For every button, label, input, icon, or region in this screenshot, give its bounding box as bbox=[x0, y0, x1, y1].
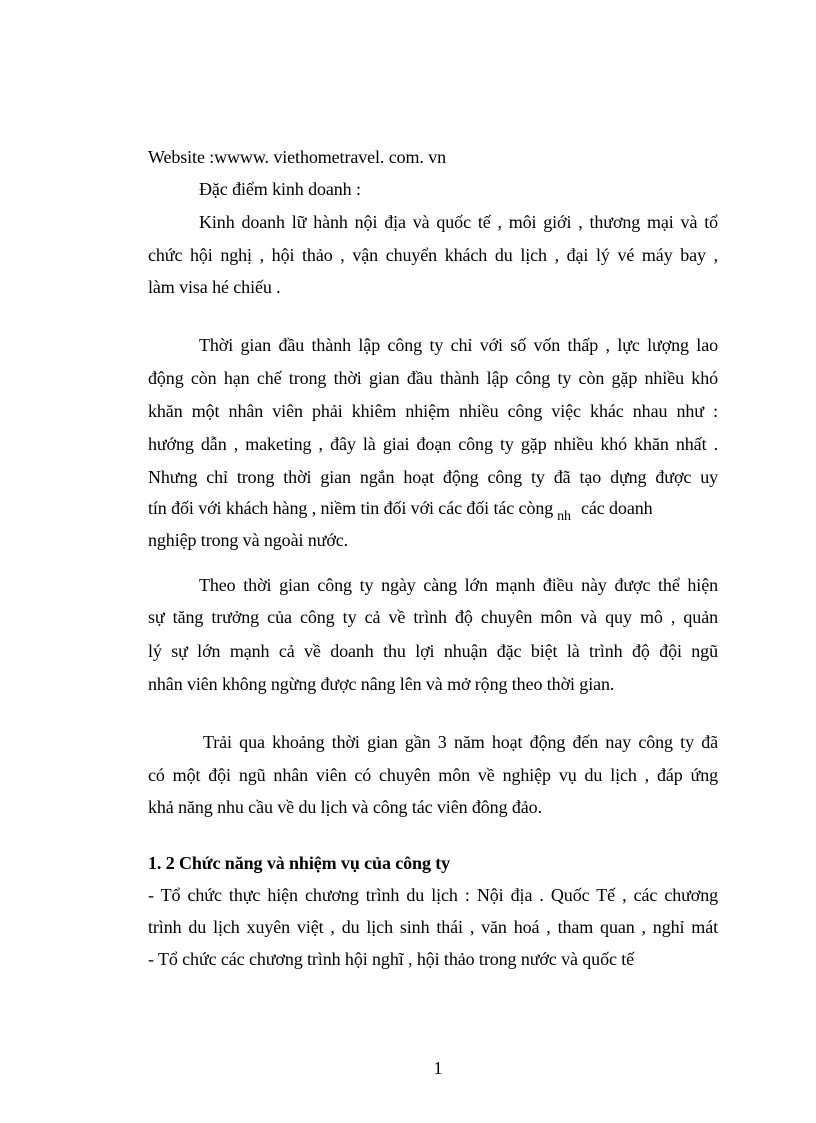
business-line-3: làm visa hé chiếu . bbox=[148, 277, 281, 297]
paragraph1-line-4: hướng dẫn , maketing , đây là giai đoạn công ty gặp nhiều khó khăn nhất . bbox=[148, 434, 718, 454]
paragraph2-line-2: sự tăng trưởng của công ty cả về trình độ chuyên môn và quy mô , quản bbox=[148, 607, 718, 627]
paragraph1-line-5: Nhưng chỉ trong thời gian ngắn hoạt động công ty đã tạo dựng được uy bbox=[148, 467, 718, 487]
paragraph2-line-3: lý sự lớn mạnh cả về doanh thu lợi nhuận đặc biệt là trình độ đội ngũ bbox=[148, 641, 718, 661]
business-line-2: chức hội nghị , hội thảo , vận chuyển khách du lịch , đại lý vé máy bay , bbox=[148, 245, 718, 265]
paragraph1-line-2: động còn hạn chế trong thời gian đầu thành lập công ty còn gặp nhiều khó bbox=[148, 368, 718, 388]
paragraph1-line-6 bbox=[148, 497, 653, 522]
section-line-2: trình du lịch xuyên việt , du lịch sinh thái , văn hoá , tham quan , nghỉ mát bbox=[148, 917, 718, 937]
paragraph3-line-3: khả năng nhu cầu về du lịch và công tác viên đông đảo. bbox=[148, 797, 542, 817]
paragraph2-line-4: nhân viên không ngừng được nâng lên và mở rộng theo thời gian. bbox=[148, 674, 615, 694]
paragraph1-line-3: khăn một nhân viên phải khiêm nhiệm nhiều công việc khác nhau như : bbox=[148, 401, 718, 421]
paragraph1-line-6-sub: nh bbox=[557, 509, 571, 524]
business-heading: Đặc điểm kinh doanh : bbox=[199, 179, 361, 199]
paragraph1-line-6-end: các doanh bbox=[580, 498, 653, 518]
website-line: Website :wwww. viethometravel. com. vn bbox=[148, 147, 447, 167]
paragraph1-line-1: Thời gian đầu thành lập công ty chỉ với số vốn thấp , lực lượng lao bbox=[199, 335, 718, 355]
business-line-1: Kinh doanh lữ hành nội địa và quốc tế , môi giới , thương mại và tổ bbox=[199, 212, 718, 232]
section-line-1: - Tổ chức thực hiện chương trình du lịch : Nội địa . Quốc Tế , các chương bbox=[148, 885, 718, 905]
paragraph3-line-1: Trải qua khoảng thời gian gần 3 năm hoạt động đến nay công ty đã bbox=[203, 732, 718, 752]
section-heading: 1. 2 Chức năng và nhiệm vụ của công ty bbox=[148, 853, 451, 873]
paragraph3-line-2: có một đội ngũ nhân viên có chuyên môn về nghiệp vụ du lịch , đáp ứng bbox=[148, 765, 718, 785]
paragraph1-line-7: nghiệp trong và ngoài nước. bbox=[148, 530, 349, 550]
page-number: 1 bbox=[433, 1058, 443, 1078]
paragraph2-line-1: Theo thời gian công ty ngày càng lớn mạnh điều này được thể hiện bbox=[199, 575, 718, 595]
paragraph1-line-6-start: tín đối với khách hàng , niềm tin đối với các đối tác còng bbox=[148, 498, 554, 518]
section-line-3: - Tổ chức các chương trình hội nghĩ , hội thảo trong nước và quốc tế bbox=[148, 949, 635, 969]
